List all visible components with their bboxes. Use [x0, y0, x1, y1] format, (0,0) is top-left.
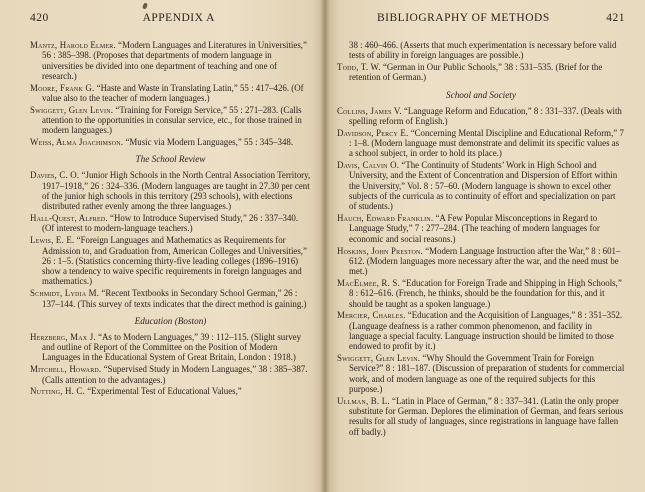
entry-text: “Modern Languages and Literatures in Universities,” 56 : 385–398. (Proposes that departments of modern language in universities be divided into one department of teaching and one of research.)	[42, 40, 307, 81]
entry-text: “The Continuity of Students’ Work in High School and University, and the Extent of Concentration and Dispersion of Effort within the University,” Vol. 8 : 57–60. (Modern language is shown to excel other subjects of the curricula as to continuity of effort and specialization on part of students.)	[349, 160, 618, 212]
entry-text: “Education for Foreign Trade and Shipping in High Schools,” 8 : 612–616. (French, he thinks, should be the foundation for this, and it should be taught as a spoken language.)	[349, 277, 622, 309]
entry-text: “As to Modern Languages,” 39 : 112–115. (Slight survey and outline of Report of the Committee on the Position of Modern Languages in the Educational System of Great Britain, London : 1918.)	[42, 331, 302, 363]
entry-text: “Experimental Test of Educational Values,”	[84, 386, 242, 397]
bibliography-entry	[337, 310, 625, 351]
entry-author: Schmidt, Lydia M.	[30, 288, 100, 299]
bibliography-entry	[337, 353, 625, 394]
section-title: School and Society	[446, 89, 516, 100]
entry-author: Swiggett, Glen Levin.	[337, 353, 421, 364]
bibliography-entry	[337, 62, 625, 83]
entry-text: “Why Should the Government Train for Foreign Service?” 8 : 181–187. (Discussion of preparation of students for commercial work, and of modern language as one of the required subjects for this purpose.)	[349, 353, 625, 394]
entry-text: “Recent Textbooks in Secondary School German,” 26 : 137–144. (This survey of texts indicates that the direct method is gaining.)	[42, 288, 307, 309]
entry-text: “Language Reform and Education,” 8 : 331–337. (Deals with spelling reform of English.)	[349, 105, 622, 126]
entries-block-2	[30, 170, 311, 308]
entry-text: “Latin in Place of German,” 8 : 337–341. (Latin the only proper substitute for German. Deplores the elimination of German, and fears serious results for all study of languages, since registrations in language have fallen off badly.)	[349, 395, 624, 437]
entry-text: “Foreign Languages and Mathematics as Requirements for Admission to, and Graduation from, American Colleges and Universities,” 26 : 1–5. (Statistics concerning thirty-five leading colleges (1896–1916) show a tendency to waive specific requirements in foreign languages and mathematics.)	[42, 235, 307, 287]
continued-entry: 38 : 460–466. (Asserts that much experimentation is necessary before valid tests of ability in foreign languages are possible.)	[349, 40, 617, 61]
bibliography-entry	[337, 128, 625, 159]
entry-author: Hoskins, John Preston.	[337, 245, 423, 256]
bibliography-entry	[337, 246, 625, 277]
running-head	[30, 12, 311, 26]
entries-block-2	[337, 106, 625, 437]
bibliography-entry	[30, 170, 311, 211]
section-title: Education (Boston)	[134, 315, 207, 326]
bibliography-entry	[337, 278, 625, 309]
entry-text: “Training for Foreign Service,” 55 : 271–283. (Calls attention to the opportunities in consular service, etc., for those trained in modern languages.)	[42, 104, 302, 136]
bibliography-entry	[30, 40, 311, 81]
bibliography-entry	[30, 213, 311, 234]
entry-text: “Concerning Mental Discipline and Educational Reform,” 7 : 1–8. (Modern language must demonstrate and delimit its specific values as a school subject, in order to hold its place.)	[349, 127, 624, 159]
entry-author: Mitchell, Howard.	[30, 364, 102, 375]
entry-author: Davis, Calvin O.	[337, 160, 400, 171]
entry-author: Collins, James V.	[337, 105, 402, 116]
entry-author: MacElmee, R. S.	[337, 277, 400, 288]
bibliography-entry	[337, 160, 625, 211]
running-head-title: BIBLIOGRAPHY OF METHODS	[377, 12, 550, 24]
bibliography-entry	[30, 235, 311, 286]
entry-author: Mercier, Charles.	[337, 310, 406, 321]
entry-author: Hauch, Edward Franklin.	[337, 213, 434, 224]
entry-text: “A Few Popular Misconceptions in Regard to Language Study,” 7 : 277–284. (The teaching of modern languages for economic and social reasons.)	[349, 213, 600, 244]
entries-block-1	[337, 62, 625, 83]
ink-mark	[142, 2, 148, 9]
bibliography-entry	[30, 288, 311, 309]
section-title: The School Review	[135, 154, 206, 165]
entry-text: “How to Introduce Supervised Study,” 26 : 337–340. (Of interest to modern-language teachers.)	[42, 213, 299, 234]
bibliography-entry	[30, 137, 311, 147]
bibliography-entry	[30, 364, 311, 385]
entry-author: Davies, C. O.	[30, 170, 80, 181]
entry-text: “Modern Language Instruction after the War,” 8 : 601–612. (Modern languages more necessary after the war, and the need must be met.)	[349, 245, 621, 277]
page-number: 420	[30, 12, 49, 24]
entry-author: Mantz, Harold Elmer.	[30, 40, 116, 50]
bibliography-entry	[30, 332, 311, 363]
running-head	[337, 12, 625, 26]
entry-author: Davidson, Percy E.	[337, 127, 409, 138]
entry-text: “Supervised Study in Modern Languages,” 38 : 385–387. (Calls attention to the advantages.)	[42, 364, 308, 385]
book-gutter	[320, 0, 330, 492]
entry-text: “German in Our Public Schools,” 38 : 531–535. (Brief for the retention of German.)	[349, 62, 603, 83]
entry-author: Todd, T. W.	[337, 62, 381, 73]
entry-author: Weiss, Alma Joachimson.	[30, 137, 124, 148]
page-number: 421	[606, 12, 625, 24]
entry-author: Herzberg, Max J.	[30, 331, 96, 342]
entry-author: Swiggett, Glen Levin.	[30, 104, 114, 115]
entry-author: Moore, Frank G.	[30, 82, 95, 93]
entry-author: Hall-Quest, Alfred.	[30, 213, 108, 224]
bibliography-entry	[337, 106, 625, 127]
entry-author: Lewis, E. E.	[30, 235, 75, 246]
entry-author: Ullman, B. L.	[337, 395, 390, 406]
entries-block-3	[30, 332, 311, 397]
bibliography-entry	[30, 83, 311, 104]
right-page	[325, 0, 645, 492]
running-head-title: APPENDIX A	[142, 12, 215, 24]
bibliography-entry	[337, 396, 625, 437]
bibliography-entry	[30, 386, 311, 396]
bibliography-entry	[30, 105, 311, 136]
entry-text: “Music via Modern Languages,” 55 : 345–348.	[123, 137, 294, 148]
entry-text: “Haste and Waste in Translating Latin,” 55 : 417–426. (Of value also to the teacher of modern languages.)	[42, 82, 304, 103]
entry-text: “Junior High Schools in the North Central Association Territory, 1917–1918,” 26 : 324–336. (Modern languages are taught in 27.30 per cent of the junior high schools in this territory (293 schools), with elections distributed rather evenly among the three languages.)	[42, 170, 311, 212]
bibliography-entry	[337, 213, 625, 244]
entry-text: “Education and the Acquisition of Languages,” 8 : 351–352. (Language deafness is a rather common phenomenon, and facility in language a special faculty. Language instruction should be limited to those endowed to profit by it.)	[349, 310, 623, 352]
entry-author: Nutting, H. C.	[30, 386, 85, 397]
entries-block-1	[30, 40, 311, 147]
